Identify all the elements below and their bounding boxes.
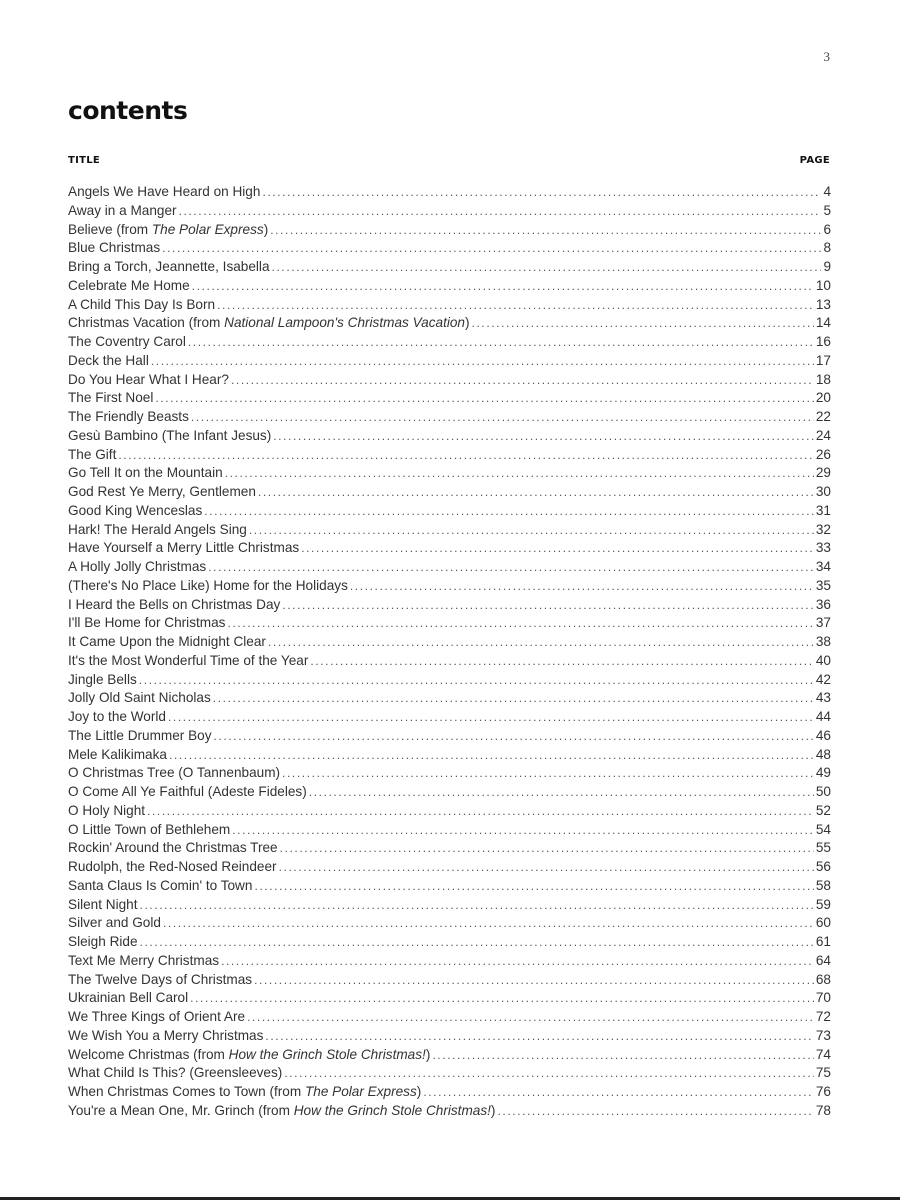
dot-leader (423, 1083, 814, 1102)
toc-entry-title-segment: Go Tell It on the Mountain (68, 465, 223, 481)
toc-entry-page: 46 (815, 727, 831, 743)
toc-entry-page: 30 (815, 484, 831, 499)
toc-entry-title-segment: Jolly Old Saint Nicholas (68, 690, 211, 706)
dot-leader (118, 446, 814, 465)
toc-entry (68, 464, 831, 483)
toc-entry (68, 989, 831, 1008)
toc-entry-title (68, 633, 266, 652)
toc-entry (68, 1064, 831, 1083)
toc-entry-title (68, 427, 271, 446)
toc-entry-page: 26 (815, 446, 831, 462)
toc-entry-title (68, 971, 252, 990)
dot-leader (284, 1064, 814, 1083)
toc-entry-page: 31 (815, 502, 831, 518)
dot-leader (282, 764, 814, 783)
toc-entry-title (68, 689, 211, 708)
toc-entry-title-segment: Blue Christmas (68, 240, 161, 256)
toc-entry-title-segment: ) (425, 1046, 431, 1062)
dot-leader (225, 464, 814, 483)
dot-leader (169, 746, 814, 765)
toc-entry (68, 914, 831, 933)
toc-entry-title (68, 333, 186, 352)
dot-leader (273, 427, 814, 446)
toc-entry (68, 896, 831, 915)
dot-leader (272, 258, 822, 277)
toc-entry (68, 839, 831, 858)
toc-entry-title (68, 952, 219, 971)
toc-entry-title-segment: Do You Hear What I Hear? (68, 371, 229, 387)
toc-entry-page: 16 (815, 334, 831, 349)
toc-entry-title-segment: A Child This Day Is Born (68, 296, 216, 312)
toc-entry-title-segment: Mele Kalikimaka (68, 746, 167, 762)
toc-entry-page: 33 (815, 540, 831, 556)
dot-leader (190, 989, 814, 1008)
toc-entry-title (68, 296, 215, 315)
toc-entry-title (68, 839, 278, 858)
page-number: 3 (823, 49, 830, 64)
toc-entry (68, 1102, 831, 1121)
dot-leader (497, 1102, 813, 1121)
toc-entry-title (68, 1083, 421, 1102)
toc-entry-title-segment: ) (416, 1084, 422, 1099)
toc-entry-title-segment: Good King Wenceslas (68, 502, 203, 518)
toc-entry (68, 933, 831, 952)
toc-entry (68, 296, 831, 315)
toc-entry-title-segment: Deck the Hall (68, 352, 149, 368)
dot-leader (179, 202, 822, 221)
toc-entry-title (68, 1027, 263, 1046)
toc-entry-title (68, 577, 348, 596)
toc-entry (68, 221, 831, 240)
toc-entry-page: 68 (815, 971, 831, 987)
toc-entry-title-segment: It's the Most Wonderful Time of the Year (68, 652, 309, 668)
toc-entry (68, 202, 831, 221)
toc-entry-title-segment: The Friendly Beasts (68, 409, 189, 424)
toc-entry-title-segment: Santa Claus Is Comin' to Town (68, 877, 253, 893)
toc-entry-title-segment: The Coventry Carol (68, 334, 186, 349)
dot-leader (208, 558, 814, 577)
toc-entry-page: 73 (815, 1027, 831, 1043)
dot-leader (262, 183, 821, 202)
toc-entry-title (68, 502, 202, 521)
toc-entry-title (68, 708, 166, 727)
dot-leader (221, 952, 814, 971)
toc-entry-title-segment: Text Me Merry Christmas (68, 952, 220, 968)
dot-leader (214, 727, 814, 746)
dot-leader (279, 858, 814, 877)
toc-entry-page: 70 (815, 990, 831, 1006)
dot-leader (249, 521, 814, 540)
toc-entry (68, 183, 831, 202)
toc-entry-title (68, 933, 138, 952)
toc-entry-title (68, 258, 270, 277)
toc-entry (68, 952, 831, 971)
toc-entry (68, 971, 831, 990)
toc-entry (68, 333, 831, 352)
toc-entry-title-segment: Joy to the World (68, 709, 166, 724)
toc-entry-page: 36 (815, 596, 831, 612)
toc-entry-title-italic: The Polar Express (151, 221, 264, 237)
toc-entry (68, 727, 831, 746)
toc-entry-page: 10 (815, 277, 831, 293)
toc-entry-page: 8 (823, 240, 831, 256)
toc-entry-title-segment: ) (263, 221, 269, 237)
toc-entry-title-segment: A Holly Jolly Christmas (68, 559, 207, 574)
toc-entry-title (68, 914, 161, 933)
dot-leader (280, 839, 814, 858)
toc-entry-title-italic: How the Grinch Stole Christmas! (228, 1046, 426, 1062)
toc-entry-page: 35 (815, 577, 831, 593)
toc-entry-title-segment: Silver and Gold (68, 915, 161, 931)
toc-entry (68, 277, 831, 296)
toc-entry-page: 13 (815, 296, 831, 312)
toc-entry (68, 502, 831, 521)
toc-entry-page: 24 (815, 427, 831, 443)
dot-leader (140, 896, 814, 915)
toc-entry-title (68, 671, 137, 690)
toc-entry-title-segment: Silent Night (68, 896, 138, 912)
toc-entry (68, 596, 831, 615)
toc-entry (68, 858, 831, 877)
toc-entry-page: 74 (815, 1046, 831, 1062)
toc-entry (68, 1083, 831, 1102)
toc-header-row (68, 155, 830, 166)
toc-entry-title (68, 989, 188, 1008)
toc-entry-title-italic: National Lampoon's Christmas Vacation (224, 315, 465, 331)
toc-entry-title-segment: Jingle Bells (68, 671, 137, 687)
toc-entry-page: 50 (815, 784, 831, 799)
toc-entry (68, 1027, 831, 1046)
toc-entry (68, 708, 831, 727)
toc-entry (68, 408, 831, 427)
toc-entry (68, 671, 831, 690)
toc-entry-title (68, 877, 252, 896)
toc-entry-page: 17 (815, 352, 831, 368)
toc-entry-title (68, 764, 280, 783)
toc-entry-page: 56 (815, 859, 831, 874)
toc-entry-title (68, 202, 177, 221)
dot-leader (310, 652, 814, 671)
toc-entry-title (68, 802, 145, 821)
dot-leader (270, 221, 821, 240)
toc-entry-title (68, 539, 299, 558)
toc-entry (68, 1046, 831, 1065)
toc-entry-page: 32 (815, 521, 831, 537)
toc-entry-page: 60 (815, 915, 831, 931)
dot-leader (139, 671, 814, 690)
toc-entry (68, 633, 831, 652)
dot-leader (151, 352, 814, 371)
toc-entry-page: 54 (815, 821, 831, 837)
title-column-header: TITLE (68, 155, 101, 166)
toc-entry-title (68, 239, 160, 258)
dot-leader (191, 408, 814, 427)
toc-entry-page: 49 (815, 765, 831, 781)
page-column-header: PAGE (799, 155, 830, 166)
toc-entry-title-segment: I'll Be Home for Christmas (68, 615, 226, 631)
page-title: contents (68, 96, 188, 125)
dot-leader (140, 933, 814, 952)
toc-entry-title (68, 446, 116, 465)
toc-entry-title-segment: When Christmas Comes to Town (from (68, 1084, 305, 1099)
toc-entry-title (68, 371, 229, 390)
toc-entry-page: 75 (815, 1065, 831, 1081)
toc-entry-title (68, 183, 260, 202)
dot-leader (217, 296, 814, 315)
toc-entry-title-segment: Hark! The Herald Angels Sing (68, 521, 247, 537)
toc-entry-title-segment: The Gift (68, 446, 117, 462)
toc-entry-title-segment: Gesù Bambino (The Infant Jesus) (68, 427, 272, 443)
dot-leader (213, 689, 814, 708)
toc-entry-title (68, 896, 138, 915)
toc-entry-page: 9 (823, 259, 831, 274)
toc-entry-title (68, 314, 470, 333)
dot-leader (204, 502, 814, 521)
dot-leader (247, 1008, 814, 1027)
toc-entry-title (68, 558, 206, 577)
toc-entry-page: 34 (815, 559, 831, 574)
dot-leader (155, 389, 814, 408)
dot-leader (258, 483, 814, 502)
toc-entry-title (68, 821, 230, 840)
toc-entry-title-segment: God Rest Ye Merry, Gentlemen (68, 484, 256, 499)
toc-entry (68, 614, 831, 633)
dot-leader (265, 1027, 813, 1046)
toc-entry-page: 58 (815, 877, 831, 893)
toc-entry-page: 61 (815, 934, 831, 949)
toc-entry-title (68, 221, 268, 240)
dot-leader (432, 1046, 814, 1065)
toc-entry (68, 764, 831, 783)
toc-entry (68, 577, 831, 596)
toc-entry (68, 689, 831, 708)
dot-leader (231, 371, 814, 390)
toc-list (68, 183, 831, 1121)
toc-entry-title-italic: How the Grinch Stole Christmas! (293, 1102, 491, 1118)
dot-leader (168, 708, 814, 727)
toc-entry-title-segment: Angels We Have Heard on High (68, 184, 261, 199)
toc-entry (68, 746, 831, 765)
toc-entry-title-segment: Sleigh Ride (68, 934, 138, 949)
dot-leader (254, 971, 814, 990)
toc-entry (68, 521, 831, 540)
dot-leader (309, 783, 814, 802)
toc-entry-title (68, 652, 308, 671)
toc-entry-page: 42 (815, 671, 831, 687)
toc-entry (68, 352, 831, 371)
toc-entry-title-segment: O Come All Ye Faithful (Adeste Fideles) (68, 784, 307, 799)
toc-entry-title-segment: ) (490, 1102, 496, 1118)
toc-entry-title (68, 1064, 282, 1083)
toc-entry-title-segment: We Wish You a Merry Christmas (68, 1027, 264, 1043)
toc-entry-title-segment: Bring a Torch, Jeannette, Isabella (68, 259, 270, 274)
toc-entry-title-segment: Ukrainian Bell Carol (68, 990, 189, 1006)
toc-entry-title-italic: The Polar Express (304, 1084, 417, 1099)
toc-entry-title (68, 1046, 430, 1065)
toc-entry-title (68, 464, 223, 483)
toc-entry-page: 64 (815, 952, 831, 968)
toc-entry-title-segment: What Child Is This? (Greensleeves) (68, 1065, 283, 1081)
toc-entry (68, 802, 831, 821)
toc-entry-page: 37 (815, 615, 831, 631)
toc-entry (68, 539, 831, 558)
dot-leader (232, 821, 814, 840)
toc-entry-page: 55 (815, 840, 831, 856)
toc-entry-title-segment: I Heard the Bells on Christmas Day (68, 596, 281, 612)
toc-entry-title-segment: Christmas Vacation (from (68, 315, 225, 331)
toc-entry-page: 78 (815, 1102, 831, 1118)
toc-entry-title (68, 614, 225, 633)
dot-leader (147, 802, 814, 821)
toc-entry-title-segment: ) (464, 315, 470, 331)
toc-entry-title (68, 1008, 245, 1027)
toc-entry-page: 59 (815, 896, 831, 912)
toc-entry-title-segment: Celebrate Me Home (68, 277, 190, 293)
toc-entry-page: 43 (815, 690, 831, 706)
toc-entry-title (68, 483, 256, 502)
toc-entry-page: 40 (815, 652, 831, 668)
dot-leader (472, 314, 814, 333)
toc-entry-page: 44 (815, 709, 831, 724)
toc-entry-title (68, 783, 307, 802)
toc-entry-page: 5 (823, 202, 831, 218)
toc-entry-page: 52 (815, 802, 831, 818)
toc-entry-title (68, 858, 277, 877)
toc-entry-title-segment: Rudolph, the Red-Nosed Reindeer (68, 859, 277, 874)
dot-leader (188, 333, 814, 352)
dot-leader (162, 239, 821, 258)
toc-entry (68, 239, 831, 258)
toc-entry-title-segment: Believe (from (68, 221, 152, 237)
dot-leader (192, 277, 814, 296)
toc-entry-title-segment: O Little Town of Bethlehem (68, 821, 231, 837)
dot-leader (227, 614, 813, 633)
toc-entry-title-segment: The Little Drummer Boy (68, 727, 212, 743)
dot-leader (254, 877, 813, 896)
toc-entry (68, 371, 831, 390)
toc-entry-title-segment: We Three Kings of Orient Are (68, 1009, 246, 1024)
toc-entry-title (68, 352, 149, 371)
toc-entry-title (68, 277, 190, 296)
toc-entry (68, 389, 831, 408)
toc-entry-page: 4 (823, 184, 831, 199)
toc-entry-title-segment: Have Yourself a Merry Little Christmas (68, 540, 300, 556)
toc-entry-title-segment: It Came Upon the Midnight Clear (68, 634, 266, 649)
toc-entry-title-segment: You're a Mean One, Mr. Grinch (from (68, 1102, 294, 1118)
toc-entry-title (68, 521, 247, 540)
toc-entry-title-segment: Rockin' Around the Christmas Tree (68, 840, 278, 856)
toc-entry-title-segment: (There's No Place Like) Home for the Holidays (68, 577, 348, 593)
toc-entry-title-segment: O Holy Night (68, 802, 146, 818)
dot-leader (163, 914, 814, 933)
toc-entry-page: 72 (815, 1009, 831, 1024)
toc-entry (68, 821, 831, 840)
toc-entry (68, 877, 831, 896)
toc-entry (68, 558, 831, 577)
toc-entry-page: 20 (815, 390, 831, 406)
dot-leader (350, 577, 814, 596)
dot-leader (268, 633, 814, 652)
toc-entry-page: 76 (815, 1084, 831, 1099)
toc-entry-title (68, 727, 212, 746)
toc-entry-title-segment: The First Noel (68, 390, 154, 406)
toc-entry (68, 783, 831, 802)
toc-entry (68, 258, 831, 277)
toc-entry-title (68, 389, 153, 408)
toc-entry-page: 29 (815, 465, 831, 481)
toc-entry-title-segment: Welcome Christmas (from (68, 1046, 229, 1062)
toc-entry (68, 314, 831, 333)
toc-entry (68, 652, 831, 671)
toc-entry-title (68, 1102, 495, 1121)
toc-entry-title-segment: The Twelve Days of Christmas (68, 971, 253, 987)
dot-leader (301, 539, 814, 558)
toc-entry-title-segment: O Christmas Tree (O Tannenbaum) (68, 765, 281, 781)
toc-entry-page: 22 (815, 409, 831, 424)
toc-entry-page: 48 (815, 746, 831, 762)
toc-entry (68, 446, 831, 465)
toc-entry-page: 14 (815, 315, 831, 331)
toc-entry-page: 6 (823, 221, 831, 237)
toc-entry-page: 18 (815, 371, 831, 387)
toc-entry-title (68, 408, 189, 427)
toc-entry (68, 483, 831, 502)
toc-entry-title-segment: Away in a Manger (68, 202, 177, 218)
toc-entry-title (68, 596, 280, 615)
toc-entry-page: 38 (815, 634, 831, 649)
toc-entry (68, 427, 831, 446)
toc-entry (68, 1008, 831, 1027)
toc-entry-title (68, 746, 167, 765)
dot-leader (282, 596, 814, 615)
